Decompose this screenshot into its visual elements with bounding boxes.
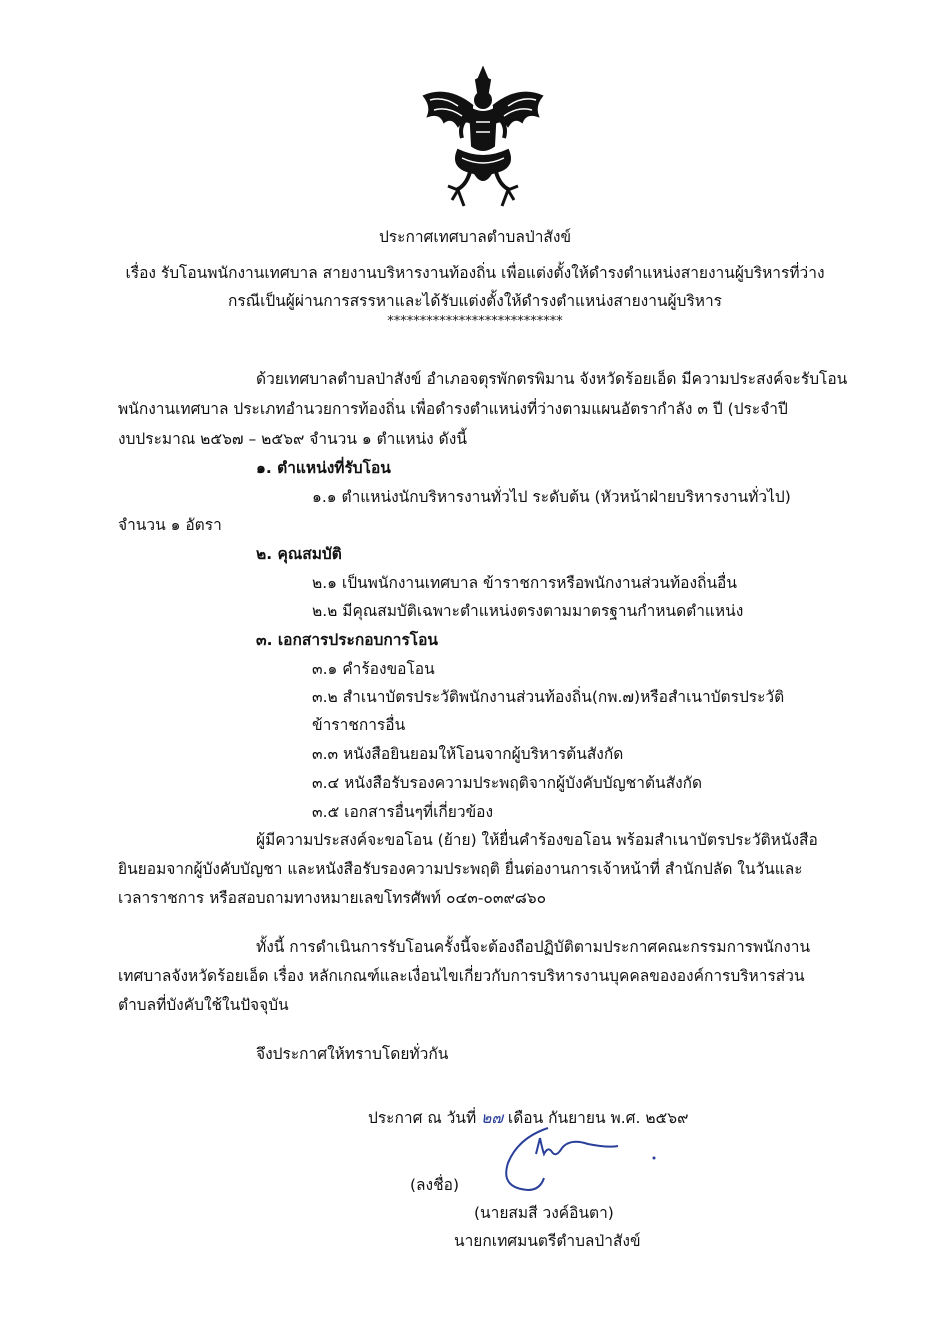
separator: *************************** bbox=[387, 314, 563, 329]
signer-position: นายกเทศมนตรีตำบลป่าสังข์ bbox=[454, 1232, 641, 1250]
section-3-item-4: ๓.๔ หนังสือรับรองความประพฤติจากผู้บังคับบัญชาต้นสังกัด bbox=[312, 774, 703, 792]
application-line-1: ผู้มีความประสงค์จะขอโอน (ย้าย) ให้ยื่นคำร้องขอโอน พร้อมสำเนาบัตรประวัติหนังสือ bbox=[256, 831, 818, 849]
announcement-title: ประกาศเทศบาลตำบลป่าสังข์ bbox=[378, 228, 572, 246]
garuda-emblem-icon bbox=[418, 66, 548, 212]
closing-text: จึงประกาศให้ทราบโดยทั่วกัน bbox=[256, 1045, 449, 1063]
signer-name: (นายสมสี วงค์อินตา) bbox=[474, 1204, 614, 1222]
signature-scribble bbox=[478, 1118, 658, 1198]
intro-line-2: พนักงานเทศบาล ประเภทอำนวยการท้องถิ่น เพื่อดำรงตำแหน่งที่ว่างตามแผนอัตรากำลัง ๓ ปี (ประจำปี bbox=[118, 400, 788, 418]
intro-line-1: ด้วยเทศบาลตำบลป่าสังข์ อำเภอจตุรพักตรพิมาน จังหวัดร้อยเอ็ด มีความประสงค์จะรับโอน bbox=[256, 370, 848, 388]
section-1-count: จำนวน ๑ อัตรา bbox=[118, 516, 222, 534]
section-2-item-2: ๒.๒ มีคุณสมบัติเฉพาะตำแหน่งตรงตามมาตรฐานกำหนดตำแหน่ง bbox=[312, 602, 744, 620]
application-line-3: เวลาราชการ หรือสอบถามทางหมายเลขโทรศัพท์ ๐๔๓-๐๓๙๘๖๐ bbox=[118, 889, 547, 907]
section-3-item-3: ๓.๓ หนังสือยินยอมให้โอนจากผู้บริหารต้นสังกัด bbox=[312, 745, 624, 763]
section-3-item-5: ๓.๕ เอกสารอื่นๆที่เกี่ยวข้อง bbox=[312, 803, 494, 821]
sign-label: (ลงชื่อ) bbox=[410, 1176, 459, 1194]
date-day-handwritten: ๒๗ bbox=[481, 1109, 503, 1127]
conditions-line-3: ตำบลที่บังคับใช้ในปัจจุบัน bbox=[118, 996, 289, 1014]
conditions-line-1: ทั้งนี้ การดำเนินการรับโอนครั้งนี้จะต้องถือปฏิบัติตามประกาศคณะกรรมการพนักงาน bbox=[256, 938, 811, 956]
intro-line-3: งบประมาณ ๒๕๖๗ – ๒๕๖๙ จำนวน ๑ ตำแหน่ง ดังนี้ bbox=[118, 430, 467, 448]
section-3-item-2: ๓.๒ สำเนาบัตรประวัติพนักงานส่วนท้องถิ่น(กพ.๗)หรือสำเนาบัตรประวัติ bbox=[312, 688, 785, 706]
section-2-item-1: ๒.๑ เป็นพนักงานเทศบาล ข้าราชการหรือพนักงานส่วนท้องถิ่นอื่น bbox=[312, 574, 737, 592]
section-2-heading: ๒. คุณสมบัติ bbox=[256, 545, 342, 563]
section-1-heading: ๑. ตำแหน่งที่รับโอน bbox=[256, 459, 391, 477]
section-1-item-1: ๑.๑ ตำแหน่งนักบริหารงานทั่วไป ระดับต้น (หัวหน้าฝ่ายบริหารงานทั่วไป) bbox=[312, 488, 791, 506]
conditions-line-2: เทศบาลจังหวัดร้อยเอ็ด เรื่อง หลักเกณฑ์และเงื่อนไขเกี่ยวกับการบริหารงานบุคคลขององค์การบริหารส่วน bbox=[118, 967, 805, 985]
date-suffix: เดือน กันยายน พ.ศ. ๒๕๖๙ bbox=[507, 1109, 689, 1127]
subject-line-1: เรื่อง รับโอนพนักงานเทศบาล สายงานบริหารงานท้องถิ่น เพื่อแต่งตั้งให้ดำรงตำแหน่งสายงานผู้บริหารที่ว่าง bbox=[125, 264, 825, 282]
section-3-item-2-cont: ข้าราชการอื่น bbox=[312, 716, 406, 734]
subject-line-2: กรณีเป็นผู้ผ่านการสรรหาและได้รับแต่งตั้งให้ดำรงตำแหน่งสายงานผู้บริหาร bbox=[227, 292, 723, 310]
date-prefix: ประกาศ ณ วันที่ bbox=[368, 1109, 477, 1127]
application-line-2: ยินยอมจากผู้บังคับบัญชา และหนังสือรับรองความประพฤติ ยื่นต่องานการเจ้าหน้าที่ สำนักปลัด ในวันและ bbox=[118, 860, 803, 878]
section-3-item-1: ๓.๑ คำร้องขอโอน bbox=[312, 660, 435, 678]
section-3-heading: ๓. เอกสารประกอบการโอน bbox=[256, 631, 439, 649]
